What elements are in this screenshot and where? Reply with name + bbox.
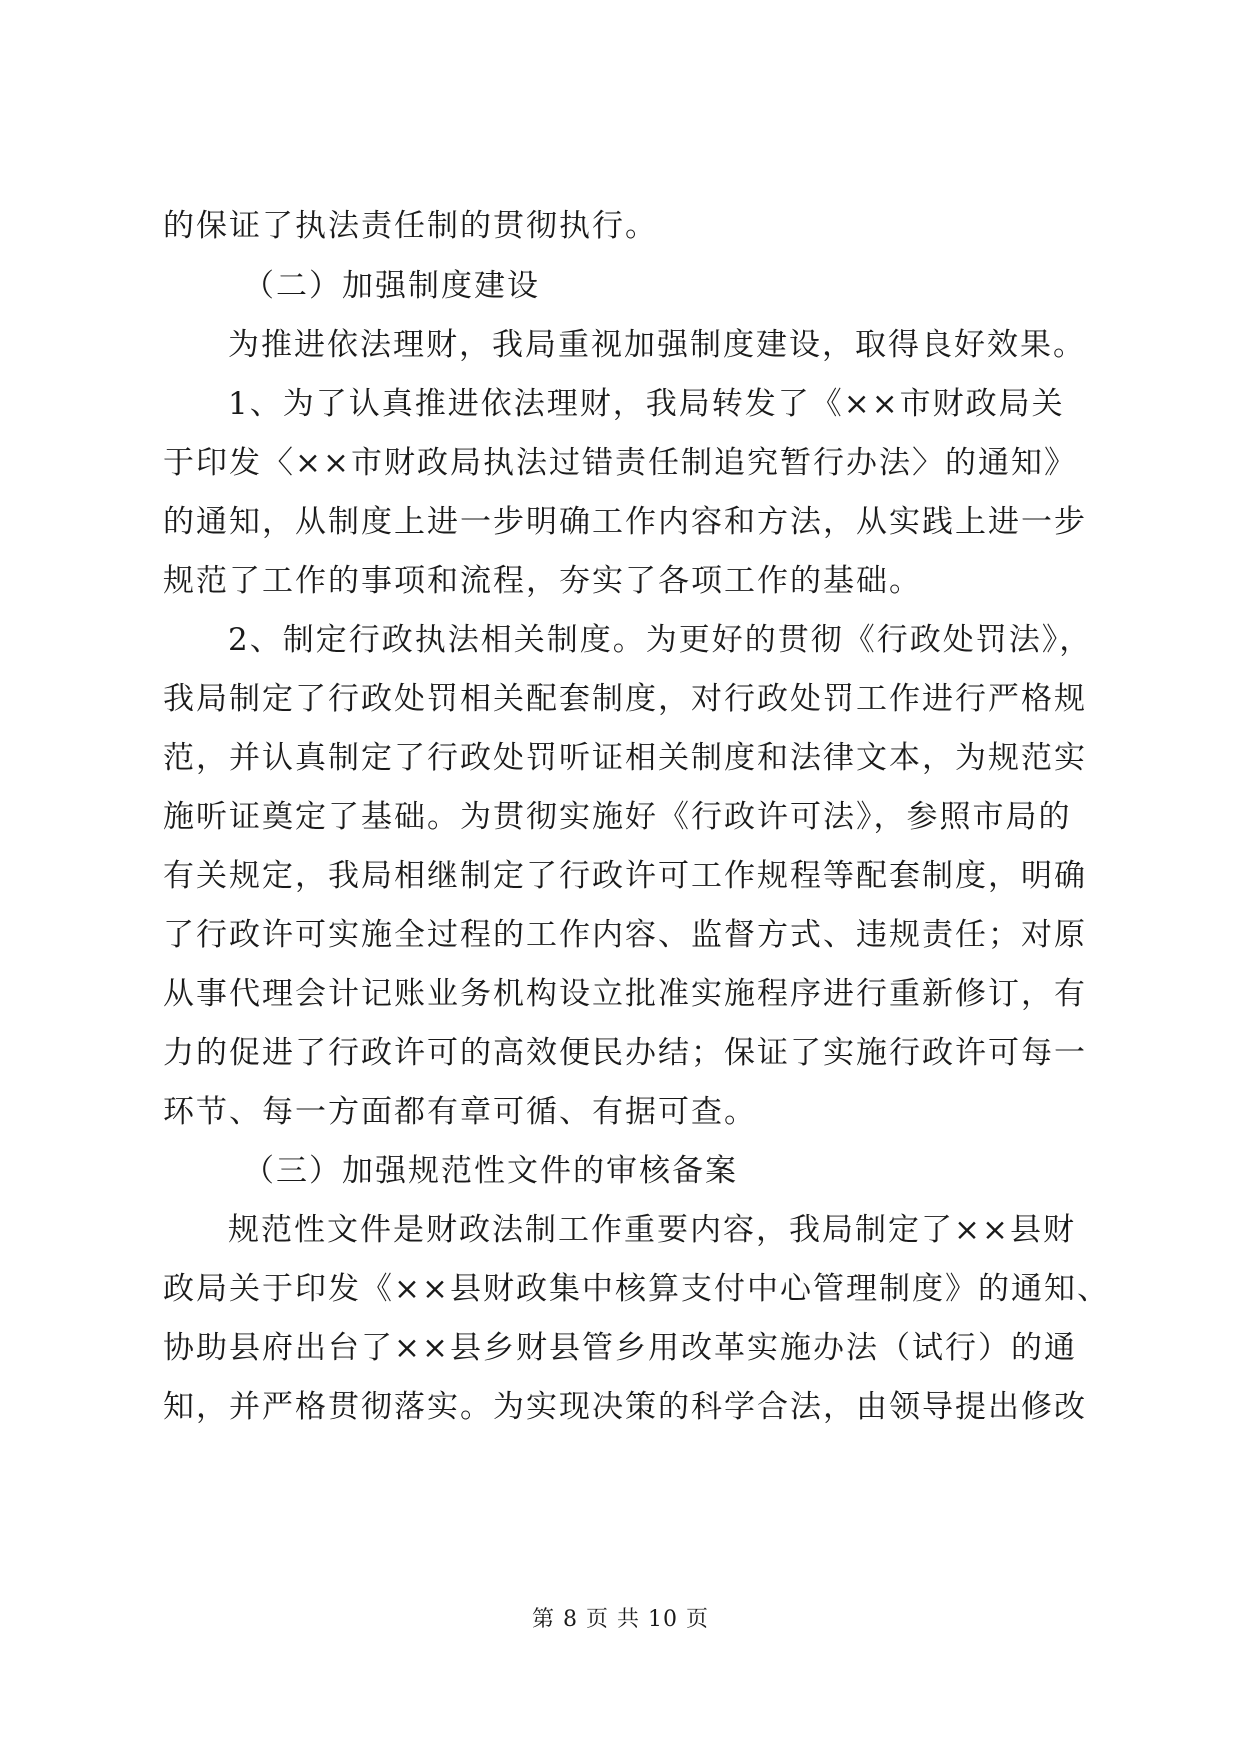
body-line: 了行政许可实施全过程的工作内容、监督方式、违规责任；对原 bbox=[163, 917, 1087, 953]
body-line: 规范了工作的事项和流程，夯实了各项工作的基础。 bbox=[163, 563, 922, 599]
body-line: 环节、每一方面都有章可循、有据可查。 bbox=[163, 1094, 757, 1130]
page-number-footer: 第 8 页 共 10 页 bbox=[532, 1607, 709, 1632]
body-line: 的通知，从制度上进一步明确工作内容和方法，从实践上进一步 bbox=[163, 504, 1087, 540]
body-line: 协助县府出台了××县乡财县管乡用改革实施办法（试行）的通 bbox=[163, 1330, 1077, 1366]
body-line: 于印发〈××市财政局执法过错责任制追究暂行办法〉的通知》 bbox=[163, 445, 1077, 481]
body-line: 力的促进了行政许可的高效便民办结；保证了实施行政许可每一 bbox=[163, 1035, 1087, 1071]
body-line: 的保证了执法责任制的贯彻执行。 bbox=[163, 208, 658, 244]
body-line: 范，并认真制定了行政处罚听证相关制度和法律文本，为规范实 bbox=[163, 740, 1087, 776]
body-line: 2、制定行政执法相关制度。为更好的贯彻《行政处罚法》， bbox=[228, 622, 1093, 658]
section-heading: （二）加强制度建设 bbox=[243, 268, 540, 304]
body-line: 有关规定，我局相继制定了行政许可工作规程等配套制度，明确 bbox=[163, 858, 1087, 894]
body-line: 1、为了认真推进依法理财，我局转发了《××市财政局关 bbox=[228, 386, 1065, 422]
body-line: 我局制定了行政处罚相关配套制度，对行政处罚工作进行严格规 bbox=[163, 681, 1087, 717]
body-line: 施听证奠定了基础。为贯彻实施好《行政许可法》，参照市局的 bbox=[163, 799, 1072, 835]
body-line: 规范性文件是财政法制工作重要内容，我局制定了××县财 bbox=[228, 1212, 1076, 1248]
body-line: 知，并严格贯彻落实。为实现决策的科学合法，由领导提出修改 bbox=[163, 1389, 1087, 1425]
body-line: 政局关于印发《××县财政集中核算支付中心管理制度》的通知、 bbox=[163, 1271, 1110, 1307]
body-line: 从事代理会计记账业务机构设立批准实施程序进行重新修订，有 bbox=[163, 976, 1087, 1012]
body-line: 为推进依法理财，我局重视加强制度建设，取得良好效果。 bbox=[228, 327, 1086, 363]
section-heading: （三）加强规范性文件的审核备案 bbox=[243, 1153, 738, 1189]
